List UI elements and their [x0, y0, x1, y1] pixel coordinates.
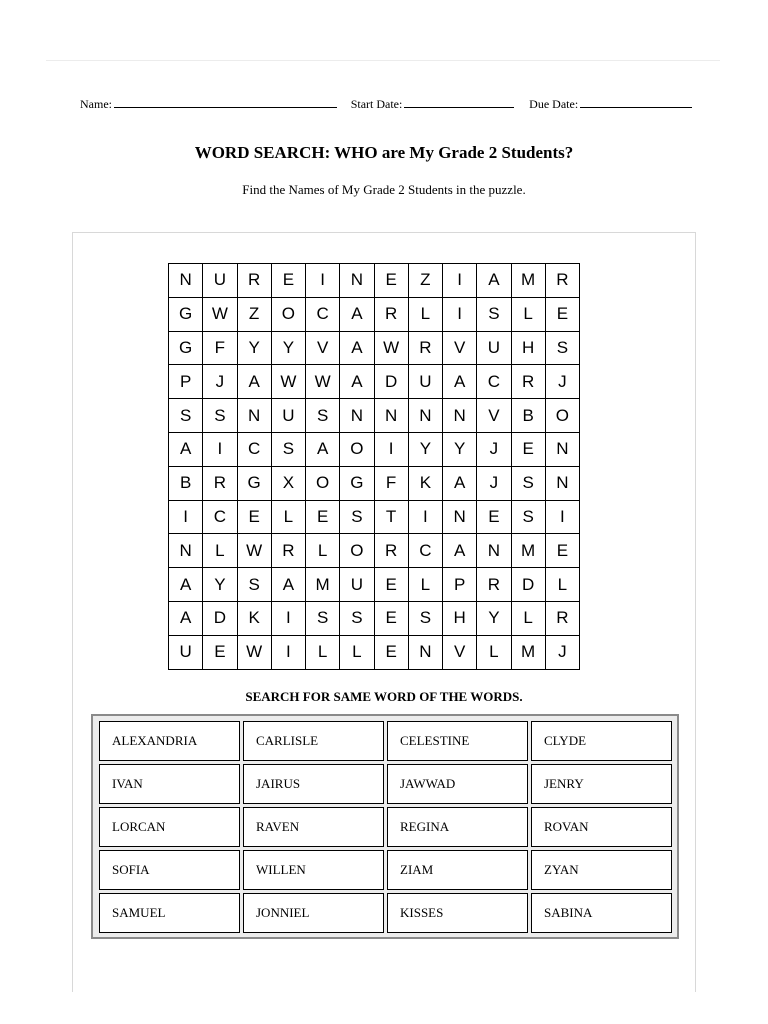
word-list-item: ALEXANDRIA	[99, 721, 240, 761]
grid-cell[interactable]: P	[169, 365, 203, 399]
grid-cell[interactable]: I	[443, 298, 477, 332]
word-list-item: SAMUEL	[99, 893, 240, 933]
grid-cell[interactable]: H	[512, 332, 546, 366]
grid-cell[interactable]: E	[375, 264, 409, 298]
word-list-item: CLYDE	[531, 721, 672, 761]
grid-cell[interactable]: S	[512, 501, 546, 535]
grid-cell[interactable]: A	[169, 602, 203, 636]
grid-cell[interactable]: C	[238, 433, 272, 467]
grid-cell[interactable]: N	[169, 264, 203, 298]
grid-cell[interactable]: I	[203, 433, 237, 467]
grid-cell[interactable]: S	[340, 501, 374, 535]
grid-cell[interactable]: U	[409, 365, 443, 399]
grid-cell[interactable]: Y	[238, 332, 272, 366]
grid-cell[interactable]: U	[477, 332, 511, 366]
grid-cell[interactable]: F	[375, 467, 409, 501]
grid-cell[interactable]: A	[169, 568, 203, 602]
grid-cell[interactable]: N	[409, 636, 443, 670]
grid-cell[interactable]: N	[477, 534, 511, 568]
grid-cell[interactable]: R	[512, 365, 546, 399]
grid-cell[interactable]: Y	[272, 332, 306, 366]
grid-cell[interactable]: G	[169, 298, 203, 332]
grid-cell[interactable]: S	[546, 332, 580, 366]
grid-cell[interactable]: Y	[409, 433, 443, 467]
grid-cell[interactable]: R	[546, 264, 580, 298]
grid-cell[interactable]: B	[169, 467, 203, 501]
grid-cell[interactable]: D	[203, 602, 237, 636]
name-label: Name:	[80, 97, 112, 111]
grid-cell[interactable]: L	[512, 298, 546, 332]
due-date-label: Due Date:	[529, 97, 579, 111]
grid-cell[interactable]: S	[306, 399, 340, 433]
grid-cell[interactable]: Z	[409, 264, 443, 298]
grid-cell[interactable]: A	[306, 433, 340, 467]
grid-cell[interactable]: S	[477, 298, 511, 332]
grid-cell[interactable]: U	[272, 399, 306, 433]
grid-cell[interactable]: V	[477, 399, 511, 433]
grid-cell[interactable]: G	[169, 332, 203, 366]
grid-cell[interactable]: O	[340, 433, 374, 467]
grid-cell[interactable]: N	[546, 433, 580, 467]
grid-cell[interactable]: I	[306, 264, 340, 298]
grid-cell[interactable]: R	[203, 467, 237, 501]
grid-cell[interactable]: P	[443, 568, 477, 602]
due-date-blank[interactable]	[580, 98, 692, 108]
grid-cell[interactable]: I	[272, 602, 306, 636]
word-list-item: ZIAM	[387, 850, 528, 890]
grid-cell[interactable]: A	[340, 298, 374, 332]
grid-cell[interactable]: N	[169, 534, 203, 568]
grid-cell[interactable]: N	[443, 501, 477, 535]
grid-cell[interactable]: J	[203, 365, 237, 399]
grid-cell[interactable]: N	[409, 399, 443, 433]
grid-cell[interactable]: D	[512, 568, 546, 602]
grid-cell[interactable]: E	[306, 501, 340, 535]
grid-cell[interactable]: U	[169, 636, 203, 670]
grid-cell[interactable]: R	[477, 568, 511, 602]
word-list-item: LORCAN	[99, 807, 240, 847]
page-title: WORD SEARCH: WHO are My Grade 2 Students?	[194, 143, 574, 162]
grid-cell[interactable]: R	[375, 534, 409, 568]
grid-cell[interactable]: E	[477, 501, 511, 535]
grid-cell[interactable]: I	[272, 636, 306, 670]
grid-cell[interactable]: L	[306, 534, 340, 568]
word-list-item: REGINA	[387, 807, 528, 847]
grid-cell[interactable]: L	[203, 534, 237, 568]
word-list-item: ZYAN	[531, 850, 672, 890]
grid-cell[interactable]: O	[546, 399, 580, 433]
grid-cell[interactable]: E	[546, 534, 580, 568]
grid-cell[interactable]: Y	[203, 568, 237, 602]
grid-cell[interactable]: R	[272, 534, 306, 568]
grid-cell[interactable]: O	[272, 298, 306, 332]
grid-cell[interactable]: K	[238, 602, 272, 636]
word-list-item: CARLISLE	[243, 721, 384, 761]
grid-cell[interactable]: E	[375, 636, 409, 670]
grid-cell[interactable]: U	[203, 264, 237, 298]
grid-cell[interactable]: N	[443, 399, 477, 433]
grid-cell[interactable]: R	[546, 602, 580, 636]
grid-cell[interactable]: L	[477, 636, 511, 670]
start-date-label: Start Date:	[350, 97, 403, 111]
word-list-item: SABINA	[531, 893, 672, 933]
grid-cell[interactable]: A	[340, 332, 374, 366]
grid-cell[interactable]: Z	[238, 298, 272, 332]
grid-cell[interactable]: B	[512, 399, 546, 433]
word-list-item: JAIRUS	[243, 764, 384, 804]
grid-cell[interactable]: E	[203, 636, 237, 670]
start-date-blank[interactable]	[404, 98, 514, 108]
grid-cell[interactable]: L	[340, 636, 374, 670]
grid-cell[interactable]: O	[306, 467, 340, 501]
grid-cell[interactable]: Y	[443, 433, 477, 467]
grid-cell[interactable]: I	[409, 501, 443, 535]
grid-cell[interactable]: A	[477, 264, 511, 298]
grid-cell[interactable]: I	[546, 501, 580, 535]
word-list-item: IVAN	[99, 764, 240, 804]
word-list-item: KISSES	[387, 893, 528, 933]
grid-cell[interactable]: L	[512, 602, 546, 636]
grid-cell[interactable]: A	[443, 534, 477, 568]
grid-cell[interactable]: G	[340, 467, 374, 501]
word-list-item: JONNIEL	[243, 893, 384, 933]
grid-cell[interactable]: C	[477, 365, 511, 399]
grid-cell[interactable]: I	[169, 501, 203, 535]
word-list-table	[99, 721, 672, 933]
grid-cell[interactable]: Y	[477, 602, 511, 636]
grid-cell[interactable]: I	[375, 433, 409, 467]
instructions: Find the Names of My Grade 2 Students in the puzzle.	[242, 182, 526, 197]
grid-cell[interactable]: K	[409, 467, 443, 501]
grid-cell[interactable]: C	[306, 298, 340, 332]
grid-cell[interactable]: X	[272, 467, 306, 501]
grid-cell[interactable]: E	[272, 264, 306, 298]
grid-cell[interactable]: M	[512, 264, 546, 298]
grid-cell[interactable]: L	[306, 636, 340, 670]
grid-cell[interactable]: W	[203, 298, 237, 332]
grid-cell[interactable]: M	[306, 568, 340, 602]
grid-cell[interactable]: R	[409, 332, 443, 366]
grid-cell[interactable]: S	[238, 568, 272, 602]
word-list-item: JAWWAD	[387, 764, 528, 804]
grid-cell[interactable]: V	[443, 332, 477, 366]
word-list-item: CELESTINE	[387, 721, 528, 761]
grid-cell[interactable]: W	[375, 332, 409, 366]
grid-cell[interactable]: C	[409, 534, 443, 568]
grid-cell[interactable]: T	[375, 501, 409, 535]
grid-cell[interactable]: F	[203, 332, 237, 366]
grid-cell[interactable]: V	[443, 636, 477, 670]
word-list-item: JENRY	[531, 764, 672, 804]
grid-cell[interactable]: S	[169, 399, 203, 433]
grid-cell[interactable]: H	[443, 602, 477, 636]
grid-cell[interactable]: U	[340, 568, 374, 602]
word-list-heading: SEARCH FOR SAME WORD OF THE WORDS.	[245, 689, 523, 704]
grid-cell[interactable]: S	[512, 467, 546, 501]
grid-cell[interactable]: C	[203, 501, 237, 535]
word-list-box	[91, 714, 679, 939]
grid-cell[interactable]: J	[546, 636, 580, 670]
name-blank[interactable]	[114, 98, 337, 108]
student-info-line	[80, 97, 692, 112]
grid-cell[interactable]: L	[272, 501, 306, 535]
grid-cell[interactable]: W	[238, 534, 272, 568]
grid-cell[interactable]: S	[272, 433, 306, 467]
grid-cell[interactable]: O	[340, 534, 374, 568]
grid-cell[interactable]: V	[306, 332, 340, 366]
grid-cell[interactable]: A	[340, 365, 374, 399]
grid-cell[interactable]: L	[409, 568, 443, 602]
grid-cell[interactable]: N	[375, 399, 409, 433]
grid-cell[interactable]: E	[238, 501, 272, 535]
grid-cell[interactable]: A	[443, 365, 477, 399]
grid-cell[interactable]: I	[443, 264, 477, 298]
grid-cell[interactable]: N	[340, 399, 374, 433]
grid-cell[interactable]: S	[340, 602, 374, 636]
word-search-grid	[168, 263, 580, 670]
grid-cell[interactable]: N	[546, 467, 580, 501]
top-divider	[46, 60, 720, 61]
grid-cell[interactable]: E	[546, 298, 580, 332]
grid-cell[interactable]: M	[512, 534, 546, 568]
grid-cell[interactable]: E	[512, 433, 546, 467]
grid-cell[interactable]: L	[409, 298, 443, 332]
word-list-item: SOFIA	[99, 850, 240, 890]
grid-cell[interactable]: G	[238, 467, 272, 501]
grid-cell[interactable]: J	[477, 467, 511, 501]
grid-cell[interactable]: L	[546, 568, 580, 602]
grid-cell[interactable]: W	[306, 365, 340, 399]
grid-cell[interactable]: W	[272, 365, 306, 399]
grid-cell[interactable]: J	[546, 365, 580, 399]
word-list-item: RAVEN	[243, 807, 384, 847]
grid-cell[interactable]: A	[443, 467, 477, 501]
grid-cell[interactable]: W	[238, 636, 272, 670]
grid-cell[interactable]: N	[340, 264, 374, 298]
grid-cell[interactable]: R	[238, 264, 272, 298]
grid-cell[interactable]: S	[203, 399, 237, 433]
word-list-item: WILLEN	[243, 850, 384, 890]
grid-cell[interactable]: M	[512, 636, 546, 670]
grid-cell[interactable]: E	[375, 602, 409, 636]
grid-cell[interactable]: A	[169, 433, 203, 467]
grid-cell[interactable]: N	[238, 399, 272, 433]
grid-cell[interactable]: S	[409, 602, 443, 636]
grid-cell[interactable]: A	[238, 365, 272, 399]
grid-cell[interactable]: J	[477, 433, 511, 467]
grid-cell[interactable]: S	[306, 602, 340, 636]
grid-cell[interactable]: R	[375, 298, 409, 332]
word-list-item: ROVAN	[531, 807, 672, 847]
grid-cell[interactable]: D	[375, 365, 409, 399]
grid-cell[interactable]: E	[375, 568, 409, 602]
grid-cell[interactable]: A	[272, 568, 306, 602]
